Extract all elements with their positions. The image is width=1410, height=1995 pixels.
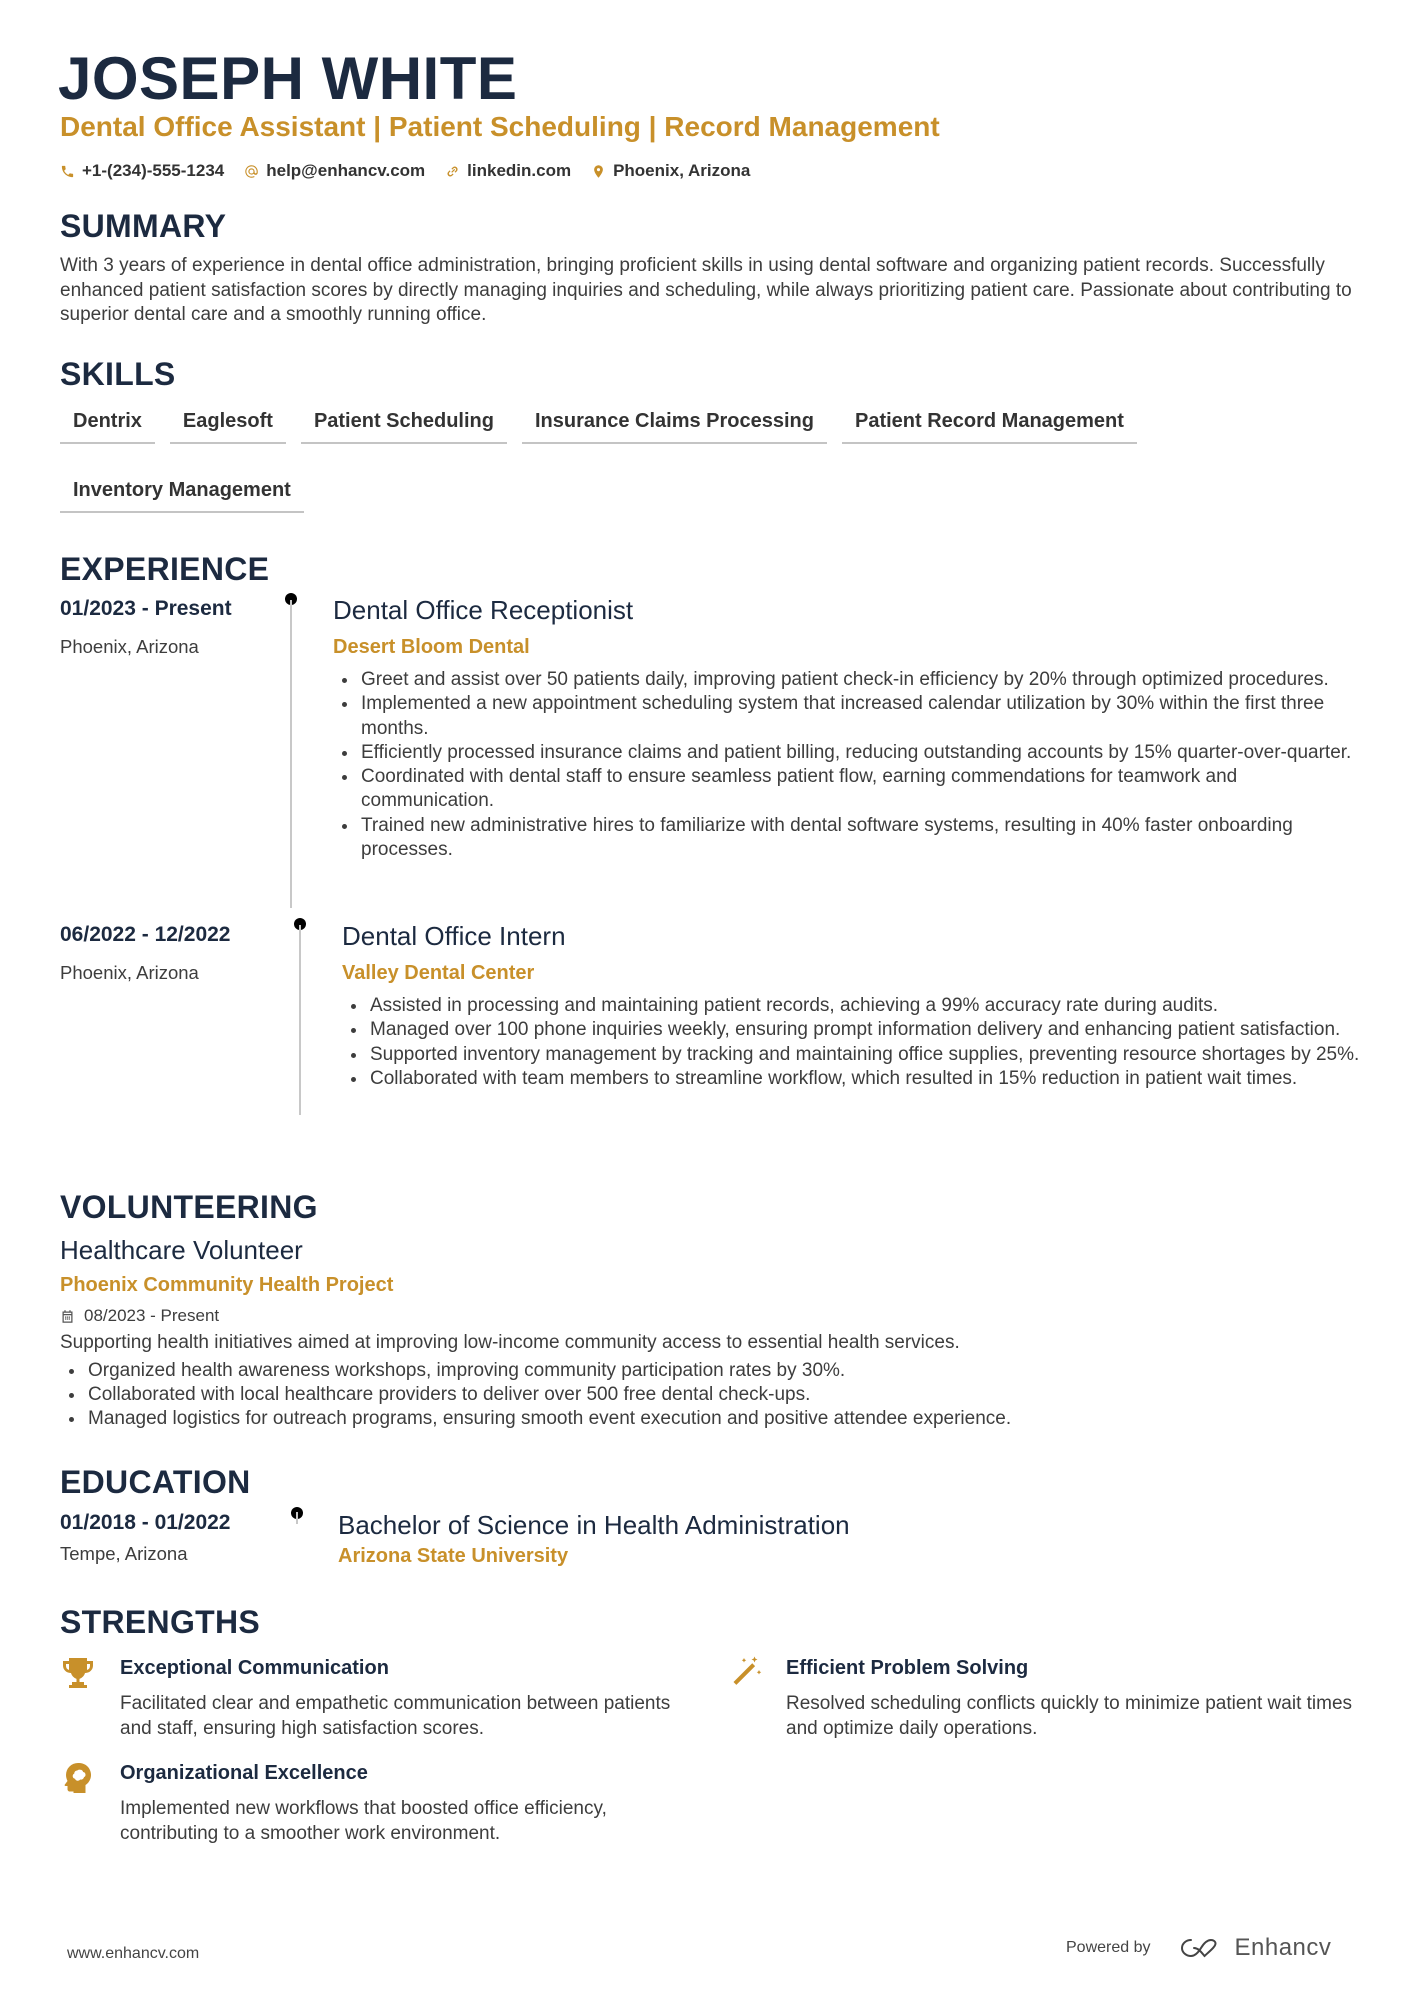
timeline-line [290,600,292,908]
school-name: Arizona State University [338,1545,569,1567]
bullet-item: Implemented a new appointment scheduling system that increased calendar utilization by 30% within the first three months. [333,692,1353,741]
bullet-item: Greet and assist over 50 patients daily, improving patient check-in efficiency by 20% through optimized procedures. [333,668,1353,692]
brand-name: Enhancv [1234,1934,1332,1961]
job-title: Dental Office Receptionist [333,595,634,625]
job-location: Phoenix, Arizona [60,962,199,983]
volunteering-entry [60,1234,1360,1431]
powered-by-text: Powered by [1066,1939,1151,1956]
skills-heading: SKILLS [60,356,176,392]
bullet-item: Coordinated with dental staff to ensure seamless patient flow, earning commendations for teamwork and communication. [333,765,1353,814]
skill-tag: Patient Scheduling [301,400,507,444]
contact-location [591,158,750,184]
summary-text: With 3 years of experience in dental office administration, bringing proficient skills in using dental software and organizing patient records. Successfully enhanced patient satisfaction scores by directly managing inquiries and scheduling, while always prioritizing patient care. Passionate about contributing to superior dental care and a smoothly running office. [60,255,1352,325]
job-2-meta [60,922,230,985]
bullet-item: Supported inventory management by tracking and maintaining office supplies, preventing resource shortages by 25%. [342,1043,1362,1067]
job-2-details [342,920,1362,1091]
volunteering-heading: VOLUNTEERING [60,1189,318,1225]
footer-powered-by [1066,1934,1331,1962]
education-details [338,1509,1358,1569]
job-1-details [333,594,1353,862]
email-text: help@enhancv.com [266,161,426,180]
timeline-line [299,925,301,1115]
volunteer-dates-text: 08/2023 - Present [84,1306,220,1325]
candidate-name: JOSEPH WHITE [58,45,518,112]
strength-description: Facilitated clear and empathetic communication between patients and staff, ensuring high satisfaction scores. [120,1693,671,1739]
education-heading: EDUCATION [60,1464,251,1500]
contact-email[interactable] [244,158,425,184]
skill-tag: Dentrix [60,400,155,444]
link-icon [445,164,460,179]
strength-title: Organizational Excellence [120,1762,368,1784]
head-brain-icon [60,1760,96,1796]
education-dates: 01/2018 - 01/2022 [60,1511,231,1534]
bullet-item: Managed logistics for outreach programs, ensuring smooth event execution and positive attendee experience. [60,1407,1360,1431]
footer-website[interactable]: www.enhancv.com [67,1945,200,1962]
job-location: Phoenix, Arizona [60,636,199,657]
strength-description: Resolved scheduling conflicts quickly to minimize patient wait times and optimize daily operations. [786,1693,1353,1739]
volunteer-dates [60,1304,1360,1328]
phone-text: +1-(234)-555-1234 [82,161,225,180]
job-1-meta [60,596,232,659]
bullet-item: Managed over 100 phone inquiries weekly, ensuring prompt information delivery and enhancing patient satisfaction. [342,1018,1362,1042]
volunteer-organization: Phoenix Community Health Project [60,1274,394,1296]
bullet-item: Collaborated with team members to streamline workflow, which resulted in 15% reduction in patient wait times. [342,1067,1362,1091]
bullet-item: Efficiently processed insurance claims and patient billing, reducing outstanding accounts by 15% quarter-over-quarter. [333,741,1353,765]
bullet-item: Organized health awareness workshops, improving community participation rates by 30%. [60,1359,1360,1383]
experience-heading: EXPERIENCE [60,551,270,587]
skills-list [60,400,1320,513]
education-location: Tempe, Arizona [60,1543,188,1564]
degree-title: Bachelor of Science in Health Administration [338,1510,850,1540]
volunteer-bullets [60,1359,1360,1431]
skill-tag: Eaglesoft [170,400,286,444]
summary-heading: SUMMARY [60,208,227,244]
strength-item [60,1655,700,1741]
contact-linkedin[interactable] [445,158,571,184]
enhancv-infinity-icon [1177,1935,1225,1961]
job-dates: 01/2023 - Present [60,597,232,620]
location-pin-icon [591,164,606,179]
location-text: Phoenix, Arizona [613,161,751,180]
skill-tag: Inventory Management [60,469,304,513]
job-company: Valley Dental Center [342,962,535,984]
skill-tag: Patient Record Management [842,400,1137,444]
education-meta [60,1510,230,1566]
bullet-item: Collaborated with local healthcare providers to deliver over 500 free dental check-ups. [60,1383,1360,1407]
job-bullets [333,668,1353,862]
contact-row [60,158,750,184]
bullet-item: Trained new administrative hires to familiarize with dental software systems, resulting in 40% faster onboarding processes. [333,814,1353,863]
strengths-heading: STRENGTHS [60,1604,261,1640]
volunteer-description: Supporting health initiatives aimed at improving low-income community access to essential health services. [60,1332,960,1353]
strength-item [726,1655,1366,1741]
skill-tag: Insurance Claims Processing [522,400,827,444]
strength-item [60,1760,700,1846]
timeline-line [296,1512,298,1524]
calendar-icon [60,1309,75,1324]
enhancv-logo[interactable] [1177,1934,1332,1962]
phone-icon [60,164,75,179]
job-company: Desert Bloom Dental [333,636,530,658]
magic-wand-icon [726,1655,762,1691]
volunteer-role: Healthcare Volunteer [60,1235,303,1265]
job-title: Dental Office Intern [342,921,566,951]
job-dates: 06/2022 - 12/2022 [60,923,231,946]
strength-title: Efficient Problem Solving [786,1657,1029,1679]
trophy-icon [60,1655,96,1691]
at-icon [244,164,259,179]
job-bullets [342,994,1362,1091]
candidate-headline: Dental Office Assistant | Patient Scheduling | Record Management [60,111,940,142]
strength-title: Exceptional Communication [120,1657,389,1679]
strength-description: Implemented new workflows that boosted office efficiency, contributing to a smoother work environment. [120,1798,607,1844]
bullet-item: Assisted in processing and maintaining patient records, achieving a 99% accuracy rate during audits. [342,994,1362,1018]
linkedin-text: linkedin.com [467,161,572,180]
contact-phone[interactable] [60,158,224,184]
